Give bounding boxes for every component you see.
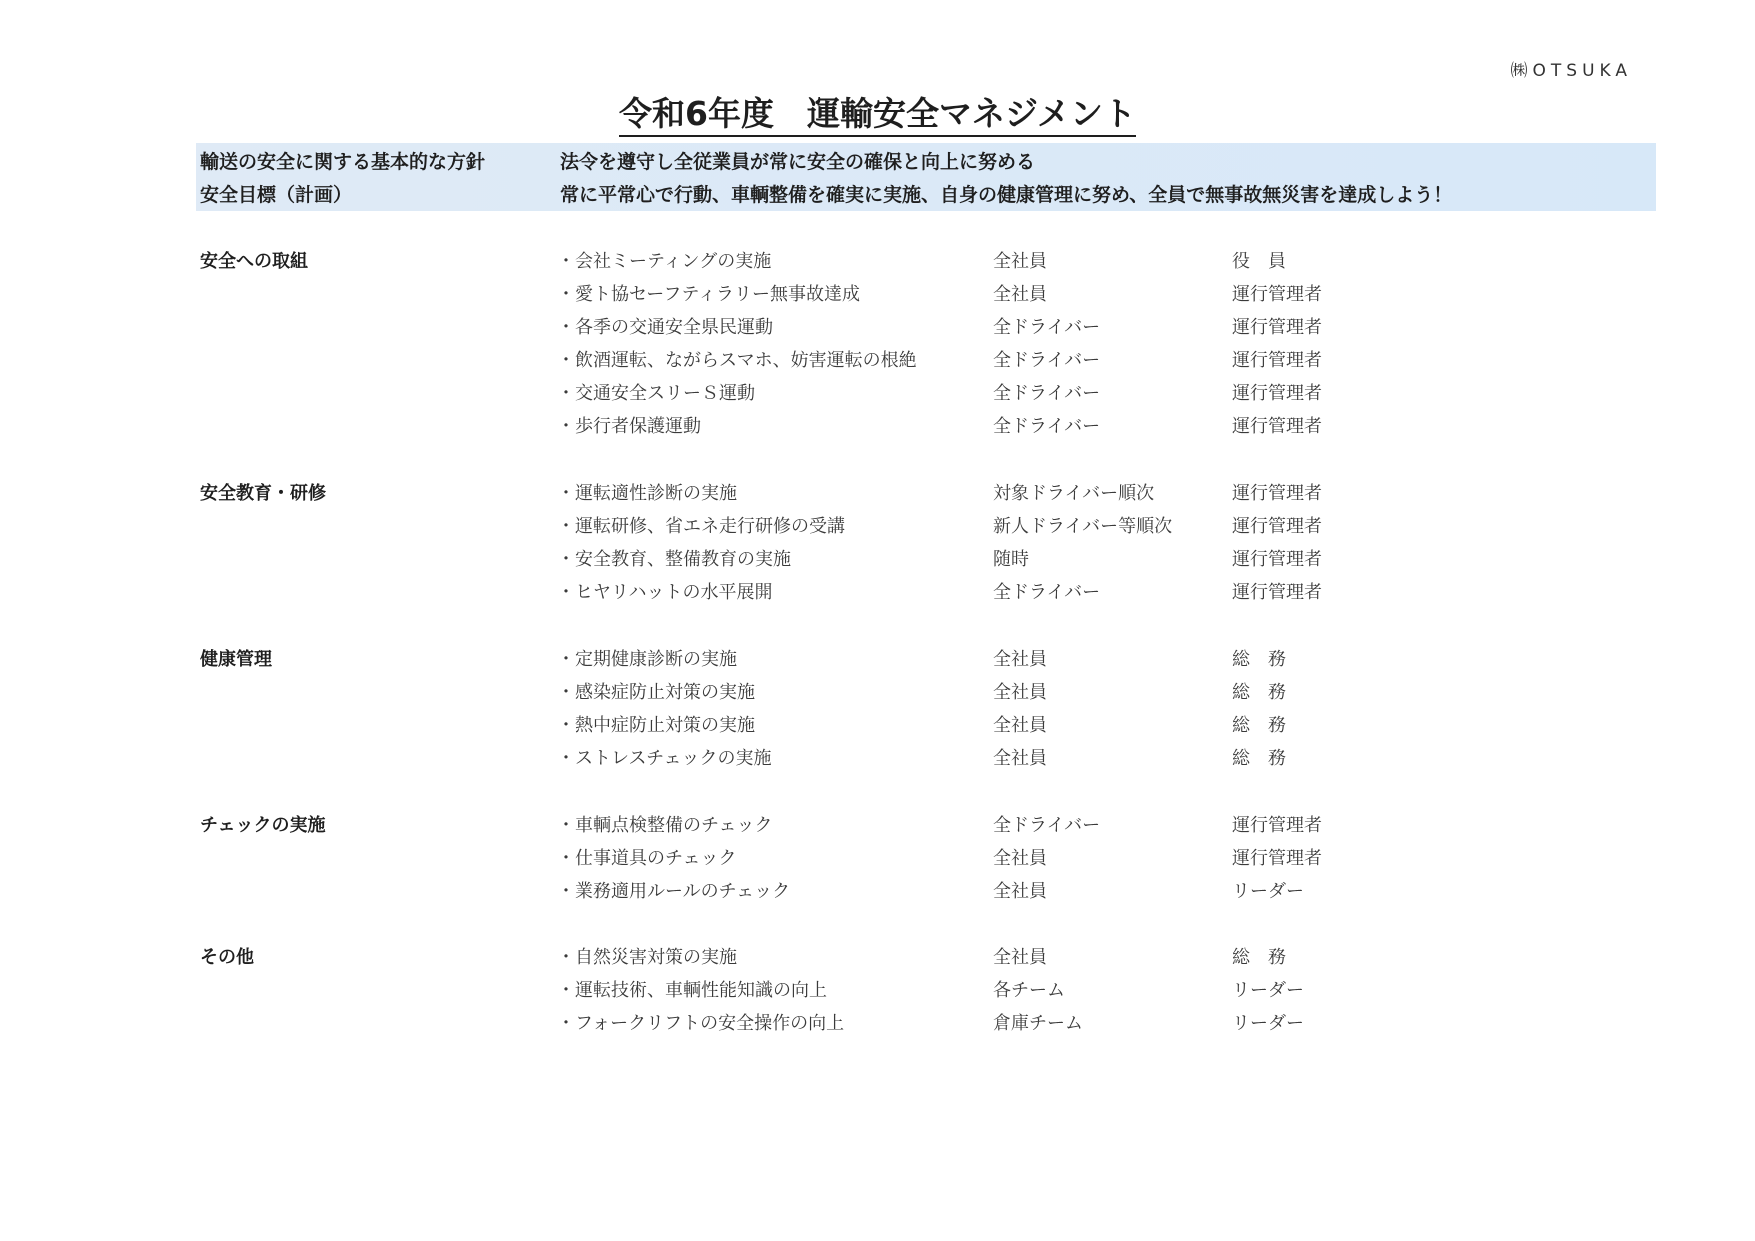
item-owner: 運行管理者 bbox=[1232, 284, 1322, 305]
item-target: 随時 bbox=[993, 549, 1029, 570]
list-item bbox=[0, 578, 1755, 611]
list-item bbox=[0, 479, 1755, 512]
list-item bbox=[0, 711, 1755, 744]
item-target: 全ドライバー bbox=[993, 317, 1101, 338]
list-item bbox=[0, 976, 1755, 1009]
item-target: 全ドライバー bbox=[993, 582, 1101, 603]
item-owner: リーダー bbox=[1232, 881, 1304, 902]
item-task: ・各季の交通安全県民運動 bbox=[557, 317, 773, 338]
item-target: 全社員 bbox=[993, 284, 1047, 305]
item-owner: 運行管理者 bbox=[1232, 582, 1322, 603]
item-owner: リーダー bbox=[1232, 980, 1304, 1001]
section-label: 健康管理 bbox=[200, 649, 272, 670]
item-task: ・安全教育、整備教育の実施 bbox=[557, 549, 791, 570]
item-owner: 運行管理者 bbox=[1232, 416, 1322, 437]
item-owner: 運行管理者 bbox=[1232, 483, 1322, 504]
item-task: ・運転技術、車輌性能知識の向上 bbox=[557, 980, 827, 1001]
list-item bbox=[0, 545, 1755, 578]
item-owner: 運行管理者 bbox=[1232, 516, 1322, 537]
item-owner: 総 務 bbox=[1232, 649, 1286, 670]
item-owner: 運行管理者 bbox=[1232, 815, 1322, 836]
item-task: ・車輌点検整備のチェック bbox=[557, 815, 773, 836]
policy-basic-label: 輸送の安全に関する基本的な方針 bbox=[200, 151, 486, 173]
item-task: ・飲酒運転、ながらスマホ、妨害運転の根絶 bbox=[557, 350, 917, 371]
list-item bbox=[0, 512, 1755, 545]
item-owner: 運行管理者 bbox=[1232, 317, 1322, 338]
list-item bbox=[0, 645, 1755, 678]
section-label: 安全教育・研修 bbox=[200, 483, 326, 504]
list-item bbox=[0, 412, 1755, 445]
policy-goal-label: 安全目標（計画） bbox=[200, 184, 353, 206]
item-target: 全ドライバー bbox=[993, 815, 1101, 836]
item-owner: リーダー bbox=[1232, 1013, 1304, 1034]
list-item bbox=[0, 280, 1755, 313]
item-task: ・交通安全スリーＳ運動 bbox=[557, 383, 755, 404]
item-target: 倉庫チーム bbox=[993, 1013, 1083, 1034]
list-item bbox=[0, 943, 1755, 976]
item-target: 全ドライバー bbox=[993, 416, 1101, 437]
item-target: 全社員 bbox=[993, 251, 1047, 272]
list-item bbox=[0, 744, 1755, 777]
item-owner: 役 員 bbox=[1232, 251, 1286, 272]
item-target: 各チーム bbox=[993, 980, 1065, 1001]
page-title-text: 令和6年度 運輸安全マネジメント bbox=[619, 94, 1136, 137]
item-target: 全ドライバー bbox=[993, 350, 1101, 371]
list-item bbox=[0, 678, 1755, 711]
list-item bbox=[0, 346, 1755, 379]
list-item bbox=[0, 313, 1755, 346]
item-target: 全社員 bbox=[993, 748, 1047, 769]
item-owner: 総 務 bbox=[1232, 947, 1286, 968]
list-item bbox=[0, 811, 1755, 844]
policy-basic-value: 法令を遵守し全従業員が常に安全の確保と向上に努める bbox=[560, 151, 1036, 173]
item-target: 全社員 bbox=[993, 682, 1047, 703]
item-task: ・運転適性診断の実施 bbox=[557, 483, 737, 504]
item-target: 全社員 bbox=[993, 649, 1047, 670]
policy-row-basic bbox=[200, 147, 1035, 174]
section-label: チェックの実施 bbox=[200, 815, 326, 836]
page-title bbox=[0, 88, 1755, 135]
item-target: 全社員 bbox=[993, 881, 1047, 902]
item-task: ・運転研修、省エネ走行研修の受講 bbox=[557, 516, 845, 537]
item-target: 全社員 bbox=[993, 715, 1047, 736]
company-name: ㈱OTSUKA bbox=[1510, 61, 1632, 81]
policy-goal-value: 常に平常心で行動、車輌整備を確実に実施、自身の健康管理に努め、全員で無事故無災害を達成しよう！ bbox=[560, 184, 1453, 206]
item-owner: 運行管理者 bbox=[1232, 549, 1322, 570]
item-task: ・会社ミーティングの実施 bbox=[557, 251, 772, 272]
policy-row-goal bbox=[200, 180, 1452, 207]
item-target: 対象ドライバー順次 bbox=[993, 483, 1155, 504]
list-item bbox=[0, 379, 1755, 412]
item-owner: 総 務 bbox=[1232, 748, 1286, 769]
item-owner: 総 務 bbox=[1232, 682, 1286, 703]
item-task: ・熱中症防止対策の実施 bbox=[557, 715, 755, 736]
item-task: ・感染症防止対策の実施 bbox=[557, 682, 755, 703]
list-item bbox=[0, 877, 1755, 910]
item-task: ・ストレスチェックの実施 bbox=[557, 748, 772, 769]
item-task: ・仕事道具のチェック bbox=[557, 848, 737, 869]
item-owner: 運行管理者 bbox=[1232, 383, 1322, 404]
item-task: ・定期健康診断の実施 bbox=[557, 649, 737, 670]
section-label: その他 bbox=[200, 947, 254, 968]
item-task: ・フォークリフトの安全操作の向上 bbox=[557, 1013, 845, 1034]
section-label: 安全への取組 bbox=[200, 251, 308, 272]
list-item bbox=[0, 1009, 1755, 1042]
item-target: 全ドライバー bbox=[993, 383, 1101, 404]
item-owner: 運行管理者 bbox=[1232, 848, 1322, 869]
item-task: ・業務適用ルールのチェック bbox=[557, 881, 791, 902]
list-item bbox=[0, 247, 1755, 280]
item-target: 新人ドライバー等順次 bbox=[993, 516, 1173, 537]
item-task: ・愛ト協セーフティラリー無事故達成 bbox=[557, 284, 860, 305]
list-item bbox=[0, 844, 1755, 877]
item-target: 全社員 bbox=[993, 848, 1047, 869]
item-owner: 運行管理者 bbox=[1232, 350, 1322, 371]
item-task: ・自然災害対策の実施 bbox=[557, 947, 737, 968]
item-task: ・ヒヤリハットの水平展開 bbox=[557, 582, 773, 603]
item-target: 全社員 bbox=[993, 947, 1047, 968]
item-owner: 総 務 bbox=[1232, 715, 1286, 736]
item-task: ・歩行者保護運動 bbox=[557, 416, 701, 437]
